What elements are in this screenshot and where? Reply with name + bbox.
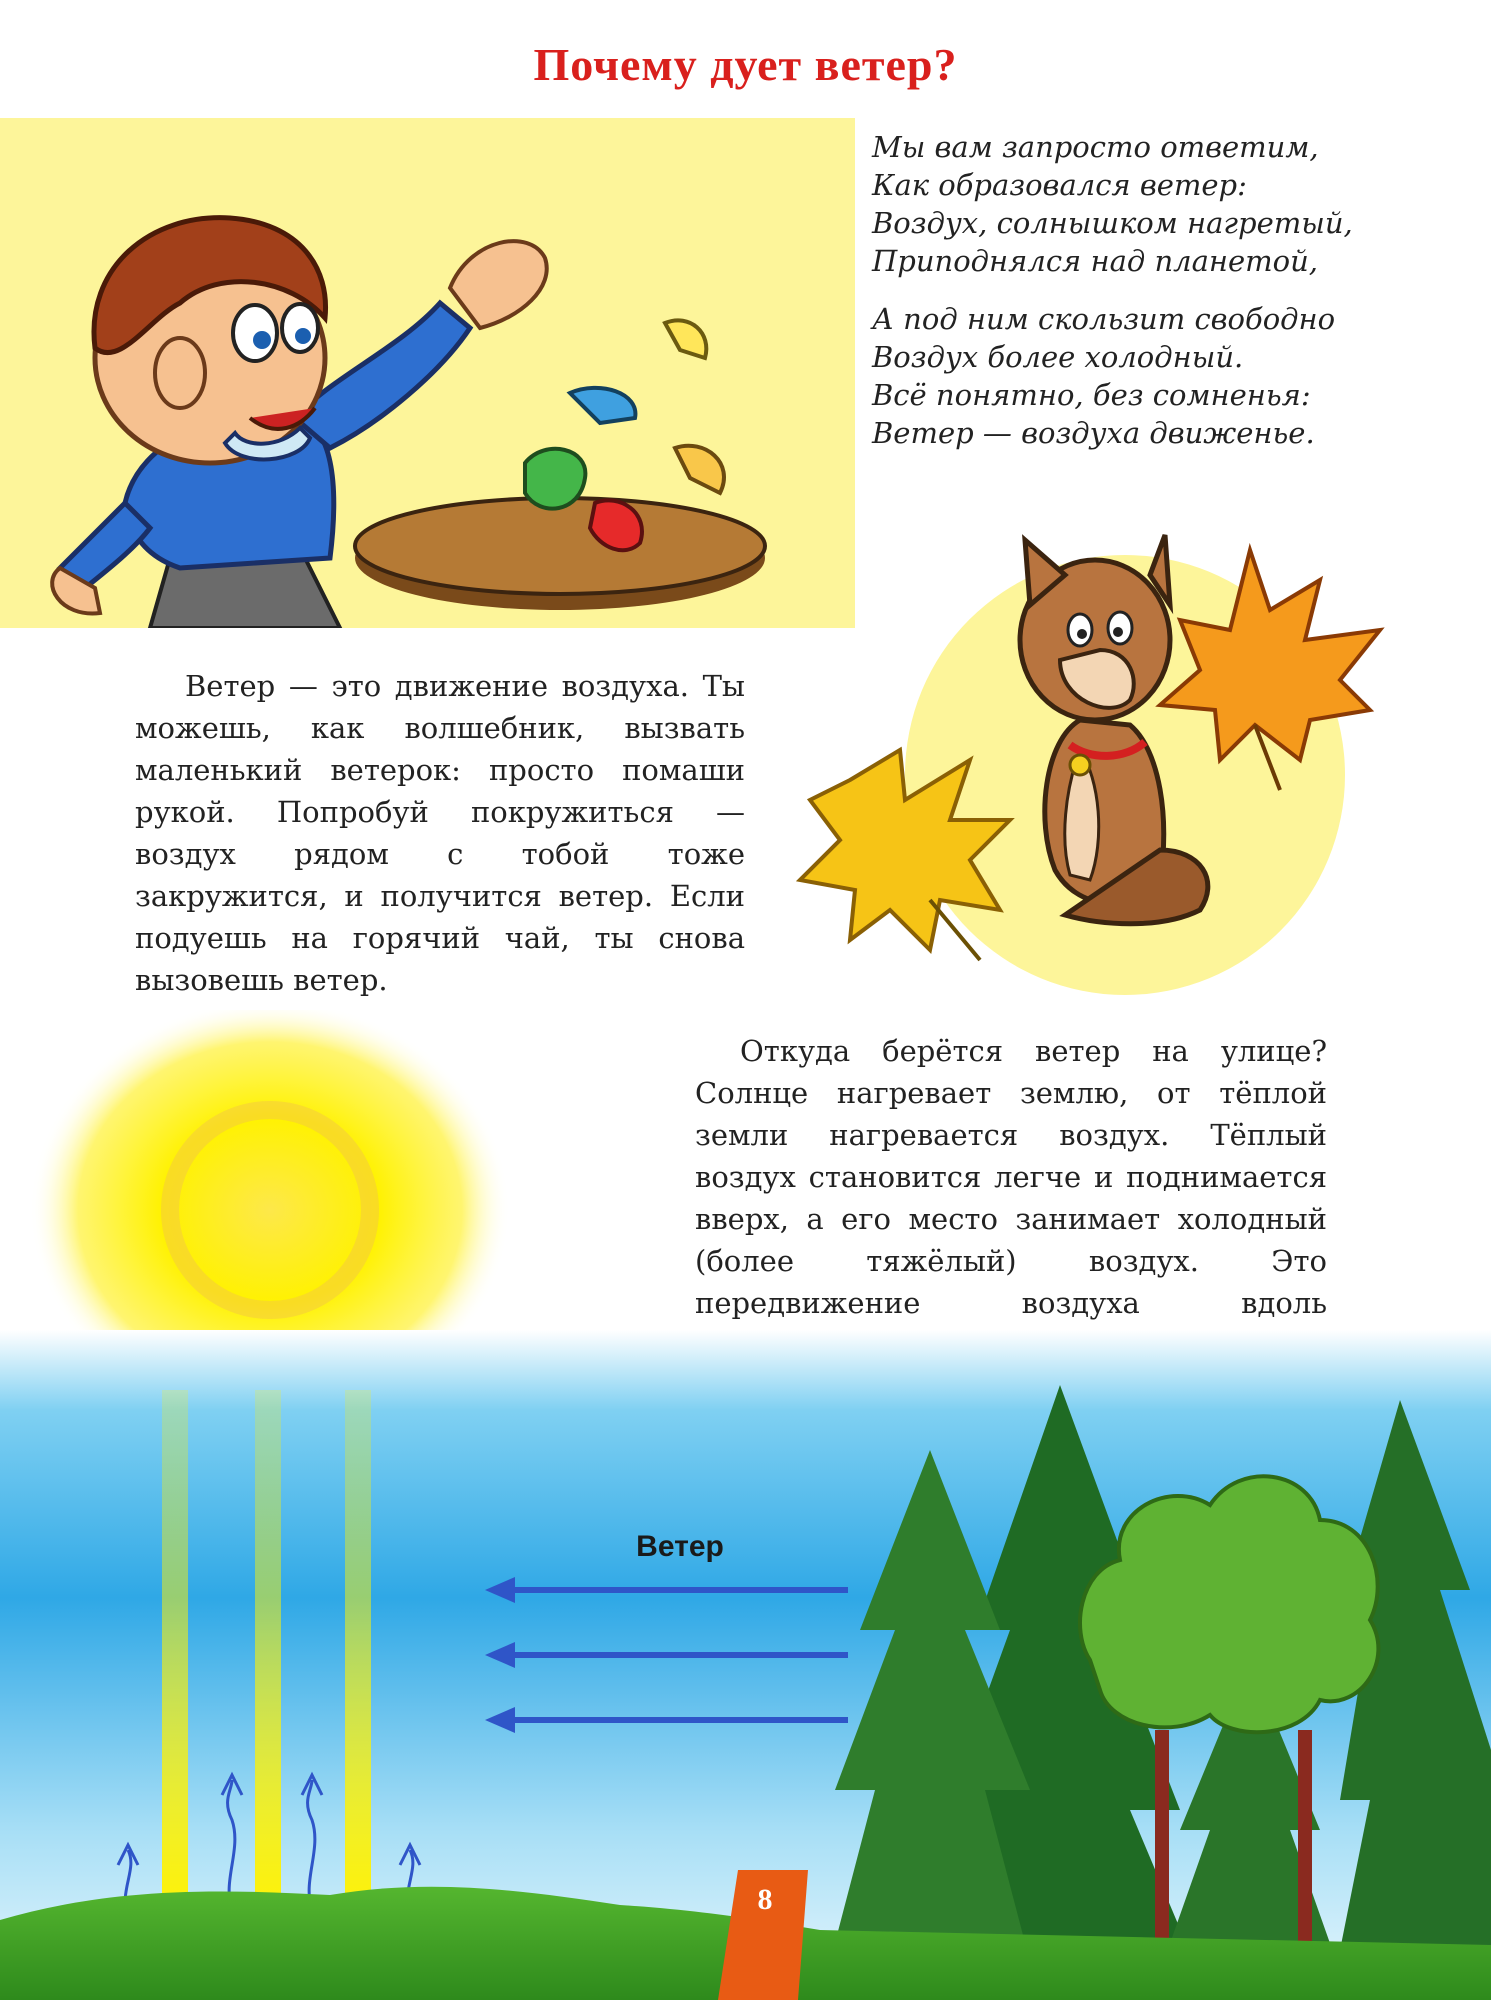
poem — [872, 128, 1472, 472]
poem-line: Воздух более холодный. — [872, 340, 1244, 374]
boy-illustration-panel — [0, 118, 855, 628]
maple-leaf-icon — [800, 750, 1010, 960]
poem-line: Как образовался ветер: — [872, 168, 1247, 202]
poem-line: Всё понятно, без сомненья: — [872, 378, 1311, 412]
poem-line: Приподнялся над планетой, — [872, 244, 1319, 278]
page-title: Почему дует ветер? — [533, 39, 958, 90]
poem-stanza-1 — [872, 128, 1472, 280]
paragraph-1: Ветер — это движение воздуха. Ты можешь, как волшебник, вызвать маленький ветерок: просто помаши рукой. Попробуй покружиться — воздух рядом с тобой тоже закружится, и получится ветер. Если подуешь на горячий чай, ты снова вызовешь ветер. — [135, 669, 745, 997]
poem-line: Ветер — воздуха движенье. — [872, 416, 1315, 450]
poem-line: Воздух, солнышком нагретый, — [872, 206, 1353, 240]
page-number: 8 — [757, 1883, 773, 1916]
boy-illustration — [0, 118, 855, 628]
maple-leaf-icon — [1160, 550, 1380, 790]
paragraph-2: Откуда берётся ветер на улице? Солнце нагревает землю, от тёплой земли нагревается воздух. Тёплый воздух становится легче и поднимается вверх, а его место занимает холодный (более тяжёлый) воздух. Это передвижение воздуха вдоль — [695, 1034, 1327, 1320]
poem-stanza-2 — [872, 300, 1472, 452]
poem-line: Мы вам запросто ответим, — [872, 130, 1319, 164]
poem-line: А под ним скользит свободно — [872, 302, 1336, 336]
wind-label: Ветер — [636, 1530, 724, 1563]
cat-illustration — [780, 520, 1480, 1000]
